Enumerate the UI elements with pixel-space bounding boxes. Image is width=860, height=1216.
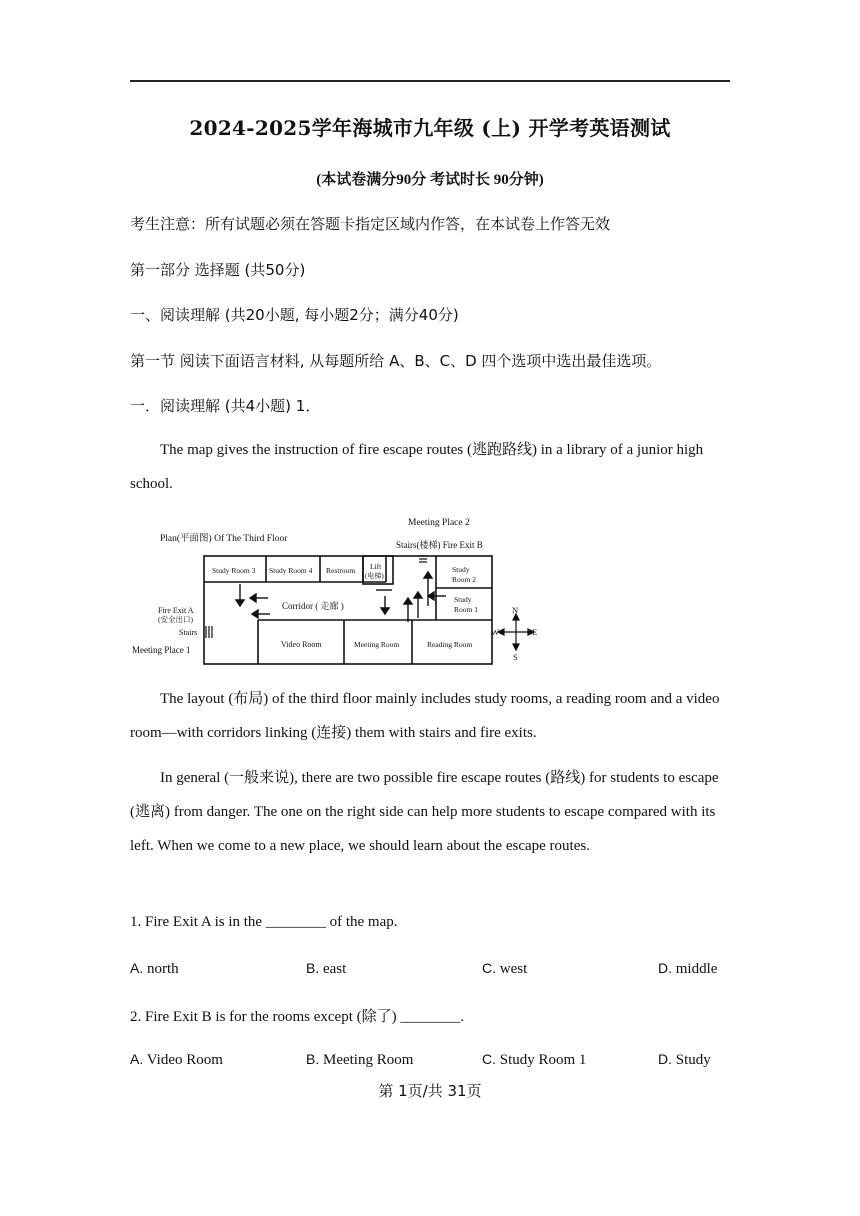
compass-n: N: [512, 605, 519, 615]
header-rule: [130, 80, 730, 82]
question-2-stem: 2. Fire Exit B is for the rooms except (除了) ________.: [130, 1009, 465, 1025]
notice-text: 考生注意：所有试题必须在答题卡指定区域内作答，在本试卷上作答无效: [130, 215, 611, 233]
map-restroom: Restroom: [326, 566, 356, 575]
map-study-room-2-line2: Room 2: [452, 575, 476, 584]
map-study-room-3: Study Room 3: [212, 566, 256, 575]
question-1-stem: 1. Fire Exit A is in the ________ of the map.: [130, 914, 398, 930]
passage-paragraph-1: The map gives the instruction of fire escape routes (逃跑路线) in a library of a junior high school.: [130, 442, 704, 492]
map-corridor: Corridor ( 走廊 ): [282, 601, 344, 611]
map-study-room-1-line2: Room 1: [454, 605, 478, 614]
question-2-option-b[interactable]: B. Meeting Room: [306, 1051, 414, 1068]
passage-paragraph-3: In general (一般来说), there are two possible fire escape routes (路线) for students to escape (逃离) from danger. The one on the right side can help more students to escape compared with its left. When we come to a new place, we should learn about the escape routes.: [130, 770, 719, 854]
page-title: 2024-2025学年海城市九年级 (上) 开学考英语测试: [189, 116, 671, 140]
map-fire-exit-a: Fire Exit A: [158, 606, 194, 615]
compass-e: E: [532, 627, 538, 637]
map-meeting-room: Meeting Room: [354, 640, 400, 649]
question-2-option-d[interactable]: D. Study: [658, 1051, 711, 1068]
map-study-room-1-line1: Study: [454, 595, 472, 604]
map-meeting-place-2: Meeting Place 2: [408, 518, 470, 528]
map-meeting-place-1: Meeting Place 1: [132, 645, 191, 655]
subsection-heading: 第一节 阅读下面语言材料, 从每题所给 A、B、C、D 四个选项中选出最佳选项。: [130, 352, 662, 370]
part-heading: 第一部分 选择题 (共50分): [130, 261, 306, 279]
map-lift-cn: (电梯): [365, 572, 384, 580]
map-study-room-4: Study Room 4: [269, 566, 313, 575]
map-stairs: Stairs: [179, 628, 198, 637]
reading-title: 一．阅读理解 (共4小题) 1．: [130, 397, 321, 415]
compass-w: W: [491, 627, 500, 637]
map-reading-room: Reading Room: [427, 640, 473, 649]
map-plan-title: Plan(平面图) Of The Third Floor: [160, 534, 288, 544]
map-study-room-2-line1: Study: [452, 565, 470, 574]
question-1-option-c[interactable]: C. west: [482, 960, 528, 977]
page-subtitle: (本试卷满分90分 考试时长 90分钟): [316, 172, 544, 188]
section-heading: 一、阅读理解 (共20小题, 每小题2分；满分40分): [130, 306, 459, 324]
map-fire-exit-a-cn: (安全出口): [158, 615, 193, 624]
map-lift: Lift: [370, 562, 382, 571]
question-1-option-a[interactable]: A. north: [130, 960, 179, 977]
question-2-option-a[interactable]: A. Video Room: [130, 1051, 223, 1068]
floor-plan-map: [130, 510, 550, 670]
map-stairs-exit-b: Stairs(楼梯) Fire Exit B: [396, 540, 483, 550]
compass-s: S: [513, 652, 518, 662]
passage-paragraph-2: The layout (布局) of the third floor mainly includes study rooms, a reading room and a video room—with corridors linking (连接) them with stairs and fire exits.: [130, 691, 720, 741]
question-2-option-c[interactable]: C. Study Room 1: [482, 1051, 587, 1068]
question-1-option-b[interactable]: B. east: [306, 960, 347, 977]
question-1-option-d[interactable]: D. middle: [658, 960, 718, 977]
map-video-room: Video Room: [281, 640, 322, 649]
page-footer: 第 1页/共 31页: [378, 1082, 482, 1100]
